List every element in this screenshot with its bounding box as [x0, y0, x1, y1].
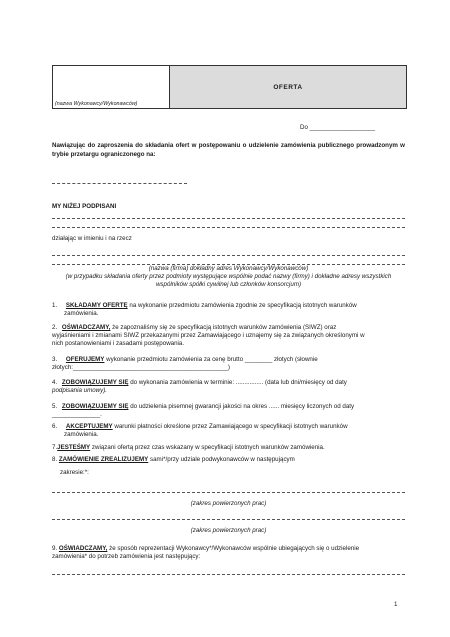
scope-line-1 — [52, 492, 405, 493]
item-2-line-3: nich postanowieniami i zasadami postępowania. — [52, 340, 185, 347]
item-7-heading: JESTEŚMY — [57, 444, 91, 451]
item-2-line-2: wyjaśnieniami i zmianami SIWZ przekazanymi przez Zamawiającego i uznajemy się za związanych określonymi w — [52, 332, 365, 339]
acting-on-behalf: działając w imieniu i na rzecz — [52, 235, 132, 242]
item-3-heading: OFERUJEMY — [65, 356, 105, 363]
item-8-heading: ZAMÓWIENIE ZREALIZUJEMY — [58, 456, 149, 463]
item-1-text: na wykonanie przedmiotu zamówienia zgodnie ze specyfikacją istotnych warunków — [127, 302, 357, 309]
item-8-text: sami*/przy udziale podwykonawców w następującym — [148, 456, 295, 463]
scope-note-2: (zakres powierzonych prac) — [190, 527, 267, 534]
item-8-line-2: zakresie:*: — [60, 469, 89, 476]
item-4-heading: ZOBOWIĄZUJEMY SIĘ — [61, 379, 129, 386]
page-number: 1 — [394, 601, 398, 608]
item-2-number: 2. — [52, 324, 58, 331]
contractor-note-1: (nazwa (firma) dokładny adres Wykonawcy/Wykonawców) — [148, 265, 309, 272]
scope-line-2 — [52, 519, 405, 520]
item-4-line-2: podpisania umowy). — [52, 387, 108, 394]
item-8-number: 8. — [52, 456, 58, 463]
signed-heading: MY NIŻEJ PODPISANI — [52, 203, 117, 210]
item-1-continuation: zamówienia. — [64, 310, 99, 317]
item-6-number: 6. — [52, 423, 58, 430]
item-8 — [52, 456, 295, 465]
item-2-text: że zapoznaliśmy się ze specyfikacją istotnych warunków zamówienia (SIWZ) oraz — [110, 324, 337, 331]
intro-paragraph: Nawiązując do zaproszenia do składania ofert w postępowaniu o udzielenie zamówienia publicznego prowadzonym w trybie przetargu ograniczonego na: — [52, 142, 405, 158]
representation-line — [52, 574, 405, 575]
item-2-heading: OŚWIADCZAMY, — [61, 324, 111, 331]
item-3-number: 3. — [52, 356, 58, 363]
offer-title-cell — [170, 66, 406, 108]
scope-note-1: (zakres powierzonych prac) — [190, 500, 267, 507]
item-6-heading: AKCEPTUJEMY — [65, 423, 113, 430]
item-4-text: do wykonania zamówienia w terminie: ................ (data lub dni/miesięcy od daty — [128, 379, 347, 386]
behalf-line-1 — [52, 255, 405, 256]
item-9-text: że sposób reprezentacji Wykonawcy*/Wykonawców wspólnie ubiegających się o udzielenie — [107, 545, 360, 552]
addressee-line: Do ___________________ — [300, 124, 376, 131]
item-6-text: warunki płatności określone przez Zamawiającego w specyfikacji istotnych warunków — [112, 423, 348, 430]
item-5-heading: ZOBOWIĄZUJEMY SIĘ — [61, 403, 129, 410]
signatory-line-1 — [52, 218, 405, 219]
contractor-name-label: (nazwa Wykonawcy/Wykonawców) — [55, 101, 138, 107]
item-1-heading: SKŁADAMY OFERTĘ — [65, 302, 128, 309]
item-7-number: 7. — [52, 444, 58, 451]
item-6-line-2: zamówienia. — [64, 431, 99, 438]
item-9-number: 9. — [52, 545, 58, 552]
offer-header-table — [52, 65, 407, 109]
item-9-line-2: zamówienia* do potrzeb zamówienia jest następujący: — [52, 553, 201, 560]
item-1-number: 1. — [52, 302, 58, 309]
contractor-stamp-cell — [53, 66, 170, 108]
subject-line — [52, 183, 187, 184]
item-3-line-2: złotych:_____________________________________________) — [52, 364, 230, 371]
item-3-text: wykonanie przedmiotu zamówienia za cenę brutto ________ złotych (słownie — [104, 356, 318, 363]
contractor-note-3: wspólników spółki cywilnej lub członków konsorcjum) — [155, 281, 302, 288]
item-4-number: 4. — [52, 379, 58, 386]
item-5-number: 5. — [52, 403, 58, 410]
item-7-text: związani ofertą przez czas wskazany w specyfikacji istotnych warunków zamówienia. — [90, 444, 325, 451]
item-7 — [52, 444, 325, 453]
offer-title: OFERTA — [273, 83, 303, 91]
item-5-text: do udzielenia pisemnej gwarancji jakości na okres ...... miesięcy liczonych od daty — [128, 403, 355, 410]
item-9-heading: OŚWIADCZAMY, — [58, 545, 108, 552]
item-5-line-2: ______________. — [52, 411, 102, 418]
signatory-line-2 — [52, 227, 405, 228]
contractor-note-2: (w przypadku składania oferty przez podmioty występujące wspólnie podać nazwy (firmy) i dokładne adresy wszystkich — [65, 273, 392, 280]
